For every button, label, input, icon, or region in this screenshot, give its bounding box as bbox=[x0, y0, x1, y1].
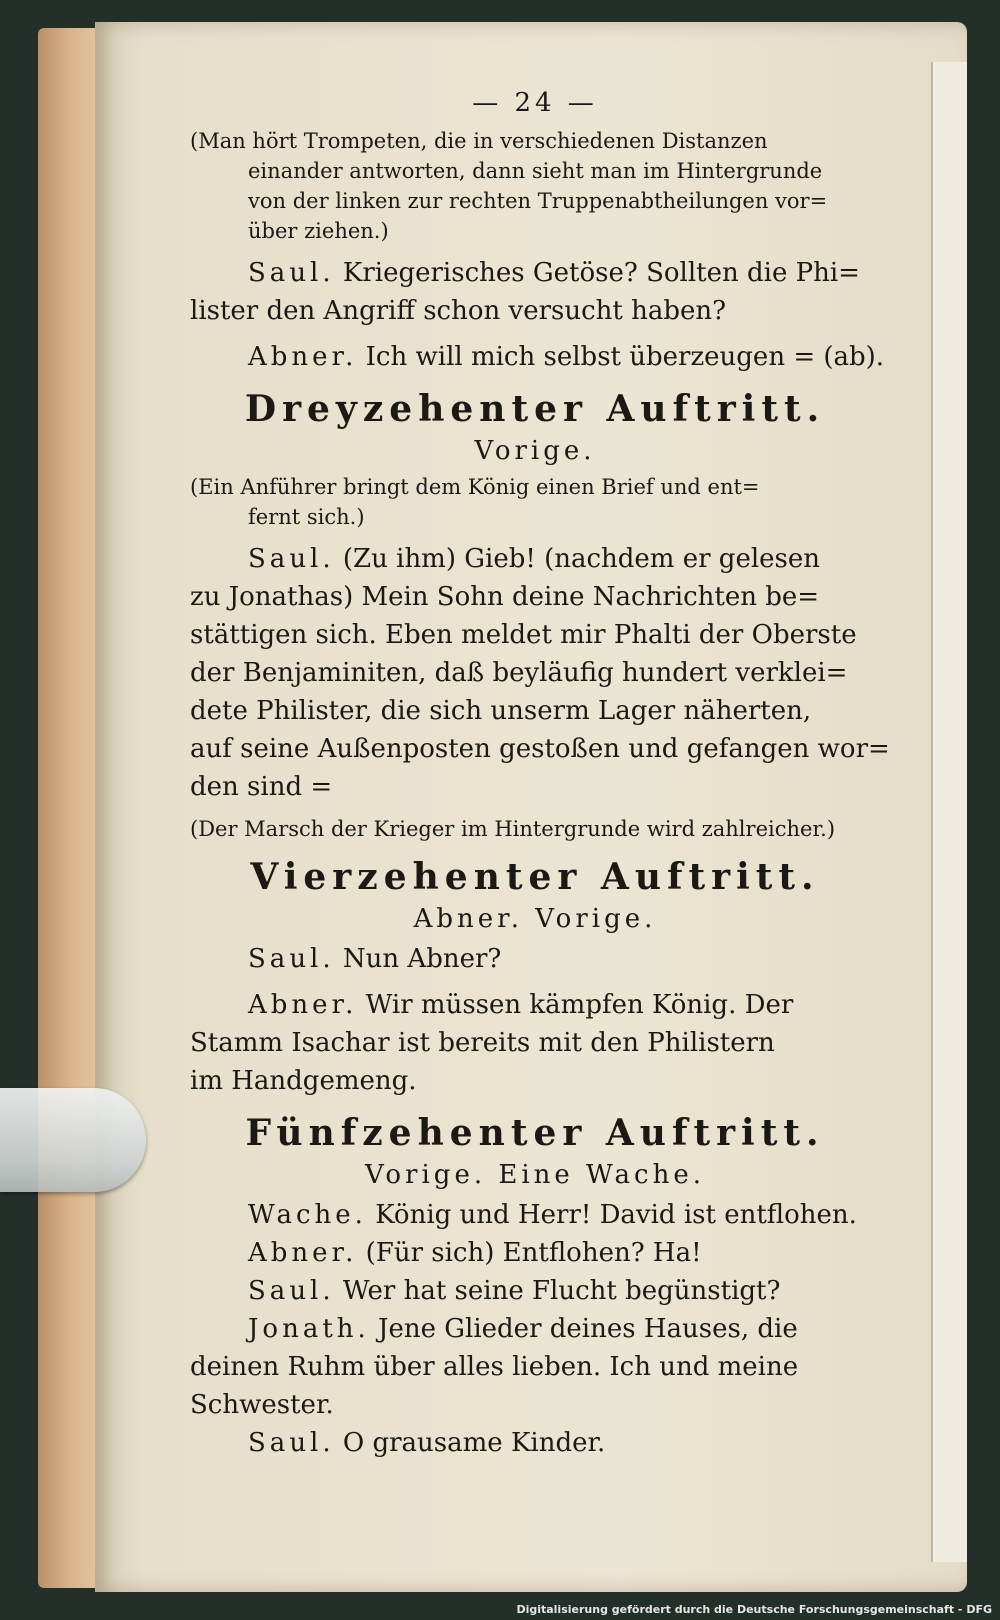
text-line: deinen Ruhm über alles lieben. Ich und meine bbox=[190, 1352, 799, 1382]
text-line: Wer hat seine Flucht begünstigt? bbox=[342, 1276, 781, 1306]
text-line: König und Herr! David ist entflohen. bbox=[375, 1200, 857, 1230]
speaker-name: Saul. bbox=[248, 1428, 335, 1458]
text-line: fernt sich.) bbox=[248, 505, 365, 529]
speech-abner-2 bbox=[190, 986, 880, 1100]
text-line: Kriegerisches Getöse? Sollten die Phi= bbox=[342, 258, 860, 288]
speech-saul-2 bbox=[190, 540, 890, 806]
speaker-name: Saul. bbox=[248, 944, 335, 974]
text-line: lister den Angriff schon versucht haben? bbox=[190, 296, 727, 326]
speaker-name: Abner. bbox=[248, 990, 358, 1020]
text-line: Jene Glieder deines Hauses, die bbox=[378, 1314, 798, 1344]
page-number: — 24 — bbox=[472, 88, 598, 118]
text-line: der Benjaminiten, daß beyläufig hundert verklei= bbox=[190, 658, 848, 688]
text-line: O grausame Kinder. bbox=[342, 1428, 606, 1458]
text-line: dete Philister, die sich unserm Lager näherten, bbox=[190, 696, 812, 726]
text-line: im Handgemeng. bbox=[190, 1066, 417, 1096]
funding-footer: Digitalisierung gefördert durch die Deutsche Forschungsgemeinschaft - DFG bbox=[516, 1603, 992, 1616]
speaker-name: Saul. bbox=[248, 544, 335, 574]
text-line: (Zu ihm) Gieb! (nachdem er gelesen bbox=[342, 544, 821, 574]
text-line: (Man hört Trompeten, die in verschiedenen Distanzen bbox=[190, 129, 768, 153]
speaker-name: Abner. bbox=[248, 1238, 358, 1268]
scene-persons-13: Vorige. bbox=[474, 436, 596, 466]
stage-direction-3 bbox=[190, 814, 880, 844]
text-line: Stamm Isachar ist bereits mit den Philistern bbox=[190, 1028, 775, 1058]
speech-abner-1 bbox=[190, 338, 885, 376]
speaker-name: Saul. bbox=[248, 1276, 335, 1306]
text-line: einander antworten, dann sieht man im Hintergrunde bbox=[248, 159, 823, 183]
text-line: über ziehen.) bbox=[248, 219, 389, 243]
page-clip bbox=[0, 1088, 146, 1192]
speech-abner-3 bbox=[190, 1234, 880, 1272]
speech-saul-4 bbox=[190, 1272, 880, 1310]
speaker-name: Jonath. bbox=[248, 1314, 370, 1344]
text-line: auf seine Außenposten gestoßen und gefangen wor= bbox=[190, 734, 890, 764]
scene-heading-13: Dreyzehenter Auftritt. bbox=[244, 388, 826, 430]
speech-wache bbox=[190, 1196, 880, 1234]
text-line: von der linken zur rechten Truppenabtheilungen vor= bbox=[248, 189, 828, 213]
text-line: zu Jonathas) Mein Sohn deine Nachrichten be= bbox=[190, 582, 820, 612]
stage-direction-2 bbox=[190, 472, 880, 532]
speaker-name: Abner. bbox=[248, 342, 358, 372]
page-text bbox=[190, 88, 890, 1462]
scene-heading-14: Vierzehenter Auftritt. bbox=[250, 856, 820, 898]
text-line: den sind = bbox=[190, 772, 333, 802]
speech-saul-5 bbox=[190, 1424, 880, 1462]
scene-heading-15: Fünfzehenter Auftritt. bbox=[245, 1112, 825, 1154]
text-line: (Der Marsch der Krieger im Hintergrunde wird zahlreicher.) bbox=[190, 817, 836, 841]
stage-direction-1 bbox=[190, 126, 880, 246]
speech-jonath bbox=[190, 1310, 880, 1424]
text-line: stättigen sich. Eben meldet mir Phalti der Oberste bbox=[190, 620, 857, 650]
speech-saul-3 bbox=[190, 940, 880, 978]
speech-saul-1 bbox=[190, 254, 880, 330]
speaker-name: Wache. bbox=[248, 1200, 367, 1230]
scene-persons-15: Vorige. Eine Wache. bbox=[365, 1160, 705, 1190]
text-line: (Für sich) Entflohen? Ha! bbox=[365, 1238, 702, 1268]
text-line: Wir müssen kämpfen König. Der bbox=[365, 990, 794, 1020]
speaker-name: Saul. bbox=[248, 258, 335, 288]
scene-persons-14: Abner. Vorige. bbox=[413, 904, 657, 934]
text-line: Ich will mich selbst überzeugen = (ab). bbox=[365, 342, 885, 372]
text-line: (Ein Anführer bringt dem König einen Brief und ent= bbox=[190, 475, 760, 499]
text-line: Nun Abner? bbox=[342, 944, 502, 974]
text-line: Schwester. bbox=[190, 1390, 334, 1420]
facing-page-edge bbox=[931, 62, 967, 1562]
